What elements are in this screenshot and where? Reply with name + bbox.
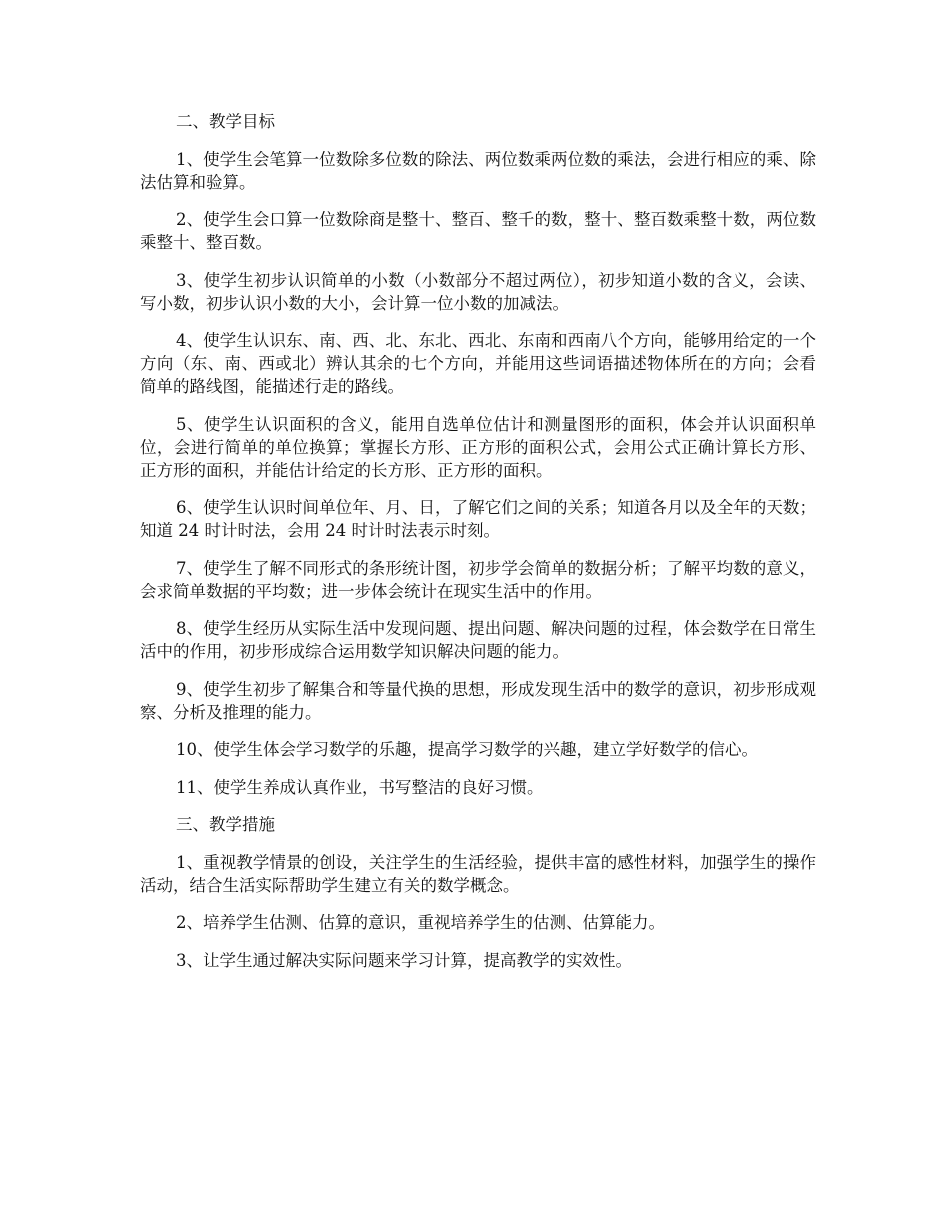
goal-item-9: 9、使学生初步了解集合和等量代换的思想，形成发现生活中的数学的意识，初步形成观察、分析及推理的能力。 bbox=[140, 679, 816, 722]
goal-item-8: 8、使学生经历从实际生活中发现问题、提出问题、解决问题的过程，体会数学在日常生活中的作用，初步形成综合运用数学知识解决问题的能力。 bbox=[140, 619, 816, 661]
goal-item-5: 5、使学生认识面积的含义，能用自选单位估计和测量图形的面积，体会并认识面积单位，会进行简单的单位换算；掌握长方形、正方形的面积公式，会用公式正确计算长方形、正方形的面积，并能估计给定的长方形、正方形的面积。 bbox=[140, 414, 816, 480]
goal-item-3: 3、使学生初步认识简单的小数（小数部分不超过两位），初步知道小数的含义，会读、写小数，初步认识小数的大小，会计算一位小数的加减法。 bbox=[140, 270, 816, 313]
measure-item-1: 1、重视教学情景的创设，关注学生的生活经验，提供丰富的感性材料，加强学生的操作活动，结合生活实际帮助学生建立有关的数学概念。 bbox=[140, 852, 816, 895]
goal-item-7: 7、使学生了解不同形式的条形统计图，初步学会简单的数据分析；了解平均数的意义，会求简单数据的平均数；进一步体会统计在现实生活中的作用。 bbox=[140, 558, 816, 601]
goal-item-2: 2、使学生会口算一位数除商是整十、整百、整千的数，整十、整百数乘整十数，两位数乘整十、整百数。 bbox=[140, 210, 816, 252]
document-body bbox=[140, 110, 816, 986]
goal-item-4: 4、使学生认识东、南、西、北、东北、西北、东南和西南八个方向，能够用给定的一个方向（东、南、西或北）辨认其余的七个方向，并能用这些词语描述物体所在的方向；会看简单的路线图，能描述行走的路线。 bbox=[140, 331, 816, 396]
goal-item-11: 11、使学生养成认真作业，书写整洁的良好习惯。 bbox=[176, 777, 544, 797]
measure-item-2: 2、培养学生估测、估算的意识，重视培养学生的估测、估算能力。 bbox=[176, 913, 665, 932]
measure-item-3: 3、让学生通过解决实际问题来学习计算，提高教学的实效性。 bbox=[176, 950, 632, 970]
goal-item-1: 1、使学生会笔算一位数除多位数的除法、两位数乘两位数的乘法，会进行相应的乘、除法估算和验算。 bbox=[140, 149, 816, 192]
section-heading: 二、教学目标 bbox=[176, 112, 275, 131]
goal-item-10: 10、使学生体会学习数学的乐趣，提高学习数学的兴趣，建立学好数学的信心。 bbox=[176, 740, 758, 759]
section-heading: 三、教学措施 bbox=[176, 815, 275, 834]
goal-item-6: 6、使学生认识时间单位年、月、日，了解它们之间的关系；知道各月以及全年的天数；知道 24 时计时法，会用 24 时计时法表示时刻。 bbox=[140, 498, 816, 540]
